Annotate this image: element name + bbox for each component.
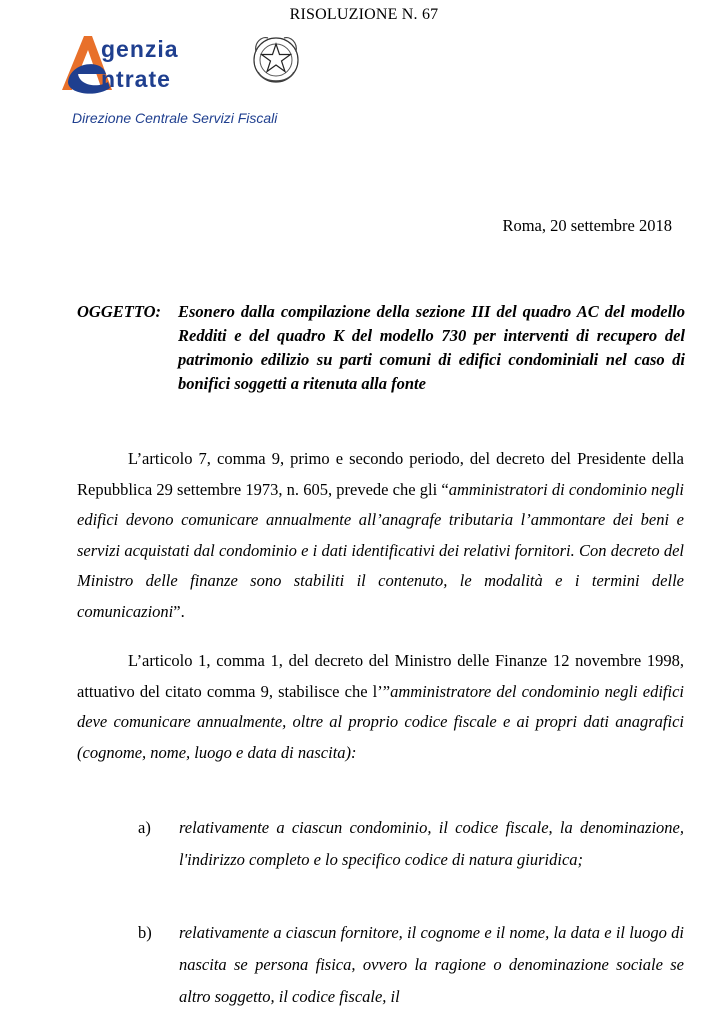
paragraph-2 [77, 646, 684, 768]
list-item-text: relativamente a ciascun fornitore, il cognome e il nome, la data e il luogo di nascita se persona fisica, ovvero la ragione o denominazione sociale se altro soggetto, il codice fiscale, il [179, 923, 684, 1006]
subject-block [77, 300, 685, 396]
paragraph-2-quote: amministratore del condominio negli edifici deve comunicare annualmente, oltre al proprio codice fiscale e ai propri dati anagrafici (cognome, nome, luogo e data di nascita): [77, 681, 684, 762]
subject-label: OGGETTO: [77, 302, 162, 321]
paragraph-2-text: L’articolo 1, comma 1, del decreto del Ministro delle Finanze 12 novembre 1998, attuativo del citato comma 9, stabilisce che l’” [77, 651, 684, 701]
logo-subtitle: Direzione Centrale Servizi Fiscali [72, 110, 278, 126]
agenzia-entrate-logo [58, 32, 308, 102]
list-item-text: relativamente a ciascun condominio, il codice fiscale, la denominazione, l'indirizzo completo e lo specifico codice di natura giuridica; [179, 818, 684, 869]
paragraph-1-quote: amministratori di condominio negli edifici devono comunicare annualmente all’anagrafe tributaria l’ammontare dei beni e servizi acquistati dal condominio e i dati identificativi dei relativi fornitori. Con decreto del Ministro delle finanze sono stabiliti il contenuto, le modalità e i termini delle comunicazioni [77, 479, 685, 621]
paragraph-1 [77, 444, 684, 627]
subject-text: Esonero dalla compilazione della sezione III del quadro AC del modello Redditi e del quadro K del modello 730 per interventi di recupero del patrimonio edilizio su parti comuni di edifici condominiali nel caso di bonifici soggetti a ritenuta alla fonte [178, 302, 685, 393]
italian-republic-emblem-icon [250, 32, 302, 90]
paragraph-1-end: ”. [173, 601, 185, 621]
paragraph-1-text: L’articolo 7, comma 9, primo e secondo periodo, del decreto del Presidente della Repubblica 29 settembre 1973, n. 605, prevede che gli “ [77, 449, 684, 499]
list-item [138, 812, 684, 876]
list-item [138, 917, 684, 1013]
resolution-title: RISOLUZIONE N. 67 [289, 6, 439, 23]
list-marker: a) [138, 818, 151, 837]
logo-text-genzia: genzia [101, 36, 179, 62]
logo-text-ntrate: ntrate [101, 66, 171, 92]
list-marker: b) [138, 923, 152, 942]
date-place: Roma, 20 settembre 2018 [502, 216, 672, 235]
